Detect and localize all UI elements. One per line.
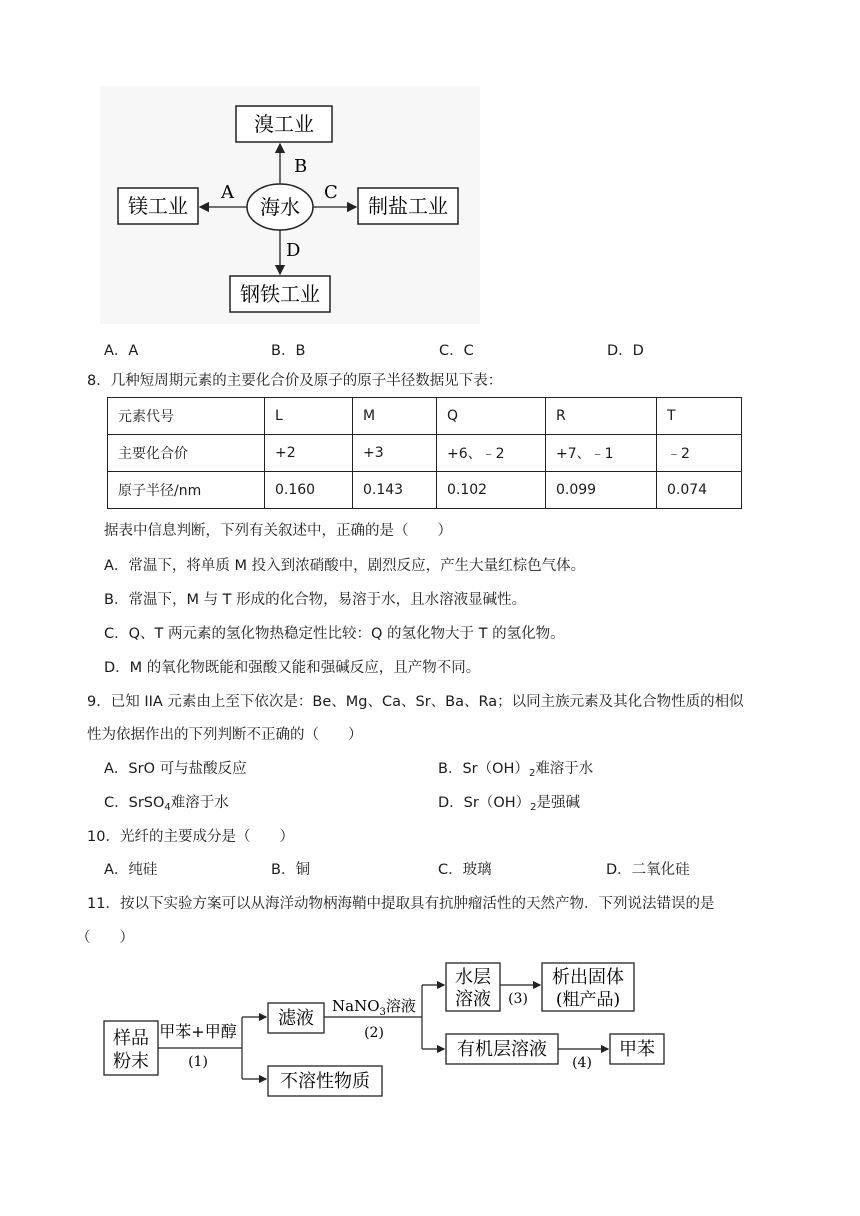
flow-sample-line2: 粉末	[113, 1051, 149, 1072]
q8-prompt: 据表中信息判断，下列有关叙述中，正确的是（ ）	[104, 523, 452, 539]
flow-solid-line1: 析出固体	[552, 967, 624, 988]
q11-flowchart-svg	[100, 955, 680, 1105]
arrow-d-label: D	[286, 240, 301, 261]
q9-stem-line1: 9．已知 IIA 元素由上至下依次是：Be、Mg、Ca、Sr、Ba、Ra；以同主族元素及其化合物性质的相似	[87, 694, 744, 710]
table-row	[108, 435, 742, 472]
q11-flowchart	[100, 955, 680, 1105]
table-row	[108, 398, 742, 435]
table-cell: 元素代号	[108, 398, 265, 435]
table-cell: 0.074	[657, 472, 742, 509]
q9-option-c-subscript: 4	[164, 802, 171, 813]
flow-organic: 有机层溶液	[457, 1039, 547, 1060]
q9-option-d-subscript: 2	[530, 802, 537, 813]
table-cell: R	[546, 398, 657, 435]
table-cell: Q	[437, 398, 546, 435]
flow-solid-line2: (粗产品)	[555, 990, 621, 1010]
q7-diagram	[100, 86, 480, 324]
q9-option-d-tail: 是强碱	[536, 795, 581, 811]
flow-step3: (3)	[508, 991, 528, 1007]
q9-option-c[interactable]	[104, 791, 229, 813]
q10-option-a[interactable]: A．纯硅	[104, 862, 158, 878]
q9-option-c-text: C．SrSO	[104, 795, 165, 811]
table-cell: +3	[353, 435, 437, 472]
q9-option-b-tail: 难溶于水	[535, 761, 594, 777]
q7-option-b[interactable]: B．B	[271, 343, 306, 359]
q9-stem-line2: 性为依据作出的下列判断不正确的（ ）	[87, 727, 363, 743]
table-cell: L	[265, 398, 353, 435]
q7-option-d[interactable]: D．D	[607, 343, 644, 359]
flow-reagent2	[332, 997, 416, 1018]
table-cell: +7、﹣1	[546, 435, 657, 472]
q8-option-c[interactable]: C．Q、T 两元素的氢化物热稳定性比较：Q 的氢化物大于 T 的氢化物。	[104, 626, 565, 642]
flow-reagent2-tail: 溶液	[385, 997, 416, 1015]
flow-aqueous-line1: 水层	[455, 967, 491, 988]
q9-option-a[interactable]: A．SrO 可与盐酸反应	[104, 761, 247, 777]
flow-reagent2-main: NaNO	[332, 997, 380, 1015]
seawater-label: 海水	[260, 195, 300, 219]
q10-option-c[interactable]: C．玻璃	[438, 862, 492, 878]
box-steel-label: 钢铁工业	[240, 282, 320, 306]
arrow-c-label: C	[324, 182, 338, 203]
q9-option-c-tail: 难溶于水	[170, 795, 229, 811]
q11-stem-line1: 11．按以下实验方案可以从海洋动物柄海鞘中提取具有抗肿瘤活性的天然产物．下列说法错误的是	[87, 896, 715, 912]
q8-option-a[interactable]: A．常温下，将单质 M 投入到浓硝酸中，剧烈反应，产生大量红棕色气体。	[104, 558, 586, 574]
table-cell: 主要化合价	[108, 435, 265, 472]
q10-stem: 10．光纤的主要成分是（ ）	[87, 829, 294, 845]
flow-step2: (2)	[364, 1025, 384, 1041]
q7-option-c[interactable]: C．C	[439, 343, 474, 359]
flow-filtrate: 滤液	[278, 1008, 314, 1029]
table-cell: M	[353, 398, 437, 435]
table-cell: 0.102	[437, 472, 546, 509]
table-cell: 0.099	[546, 472, 657, 509]
box-magnesium-label: 镁工业	[128, 194, 188, 218]
q9-option-b[interactable]	[438, 757, 593, 779]
element-table	[107, 397, 742, 509]
flow-reagent1: 甲苯+甲醇	[159, 1022, 237, 1041]
q10-option-d[interactable]: D．二氧化硅	[606, 862, 690, 878]
flow-sample-line1: 样品	[113, 1028, 149, 1049]
q7-diagram-svg	[100, 86, 480, 324]
table-cell: 0.160	[265, 472, 353, 509]
table-row	[108, 472, 742, 509]
table-cell: ﹣2	[657, 435, 742, 472]
arrow-a-label: A	[221, 182, 234, 203]
flow-toluene: 甲苯	[619, 1039, 655, 1060]
q9-option-d[interactable]	[438, 791, 580, 813]
flow-step4: (4)	[572, 1055, 592, 1071]
q11-stem-line2: （ ）	[76, 930, 134, 946]
q8-option-d[interactable]: D．M 的氧化物既能和强酸又能和强碱反应，且产物不同。	[104, 660, 481, 676]
q9-option-b-text: B．Sr（OH）	[438, 761, 529, 777]
flow-reagent2-sub: 3	[379, 1007, 386, 1018]
q8-option-b[interactable]: B．常温下，M 与 T 形成的化合物，易溶于水，且水溶液显碱性。	[104, 592, 527, 608]
q7-options	[104, 339, 784, 359]
flow-step1: (1)	[188, 1054, 208, 1070]
table-cell: +6、﹣2	[437, 435, 546, 472]
arrow-b-label: B	[294, 156, 308, 177]
q9-option-d-text: D．Sr（OH）	[438, 795, 531, 811]
table-cell: 0.143	[353, 472, 437, 509]
q10-option-b[interactable]: B．铜	[271, 862, 310, 878]
q8-stem: 8．几种短周期元素的主要化合价及原子的原子半径数据见下表：	[87, 373, 503, 389]
q9-option-b-subscript: 2	[528, 768, 536, 779]
table-cell: 原子半径/nm	[108, 472, 265, 509]
box-bromine-label: 溴工业	[254, 112, 314, 136]
flow-insoluble: 不溶性物质	[280, 1071, 370, 1092]
table-cell: T	[657, 398, 742, 435]
q7-option-a[interactable]: A．A	[104, 343, 139, 359]
table-cell: +2	[265, 435, 353, 472]
box-salt-label: 制盐工业	[368, 194, 448, 218]
flow-aqueous-line2: 溶液	[455, 989, 491, 1010]
